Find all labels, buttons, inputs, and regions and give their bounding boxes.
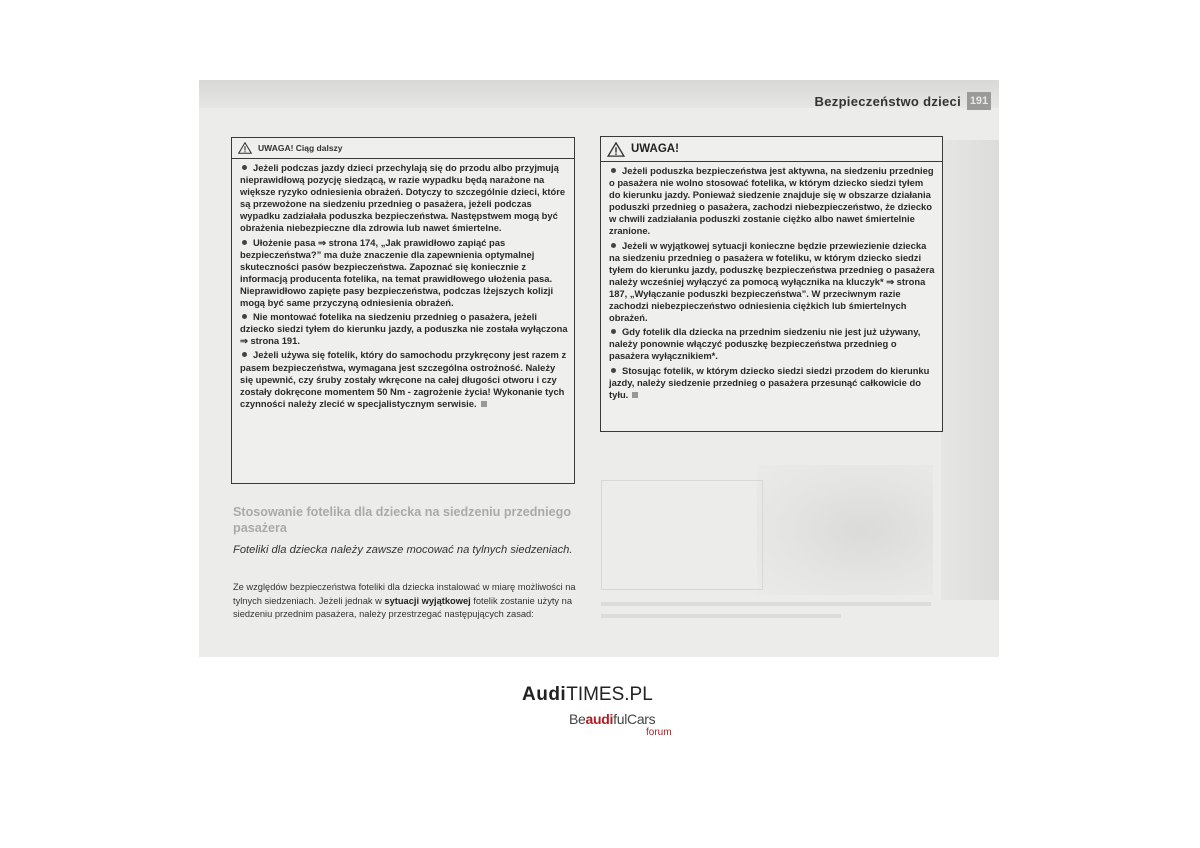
warning-box-continued [231, 137, 575, 484]
bullet-icon [242, 165, 247, 170]
logo-forum-text: forum [646, 727, 672, 738]
bullet-icon [242, 240, 247, 245]
warning-header [601, 137, 942, 162]
bullet-icon [242, 352, 247, 357]
bullet-icon [242, 314, 247, 319]
warning-item: Jeżeli poduszka bezpieczeństwa jest aktywna, na siedzeniu przednieg o pasażera nie wolno stosować fotelika, w którym dziecko siedzi tyłem do kierunku jazdy. Ponieważ siedzenie znajduje się w obszarze działania poduszki przednieg o pasażera, zachodzi niebezpieczeństwo, że dziecko w chwili zadziałania poduszki zostanie ciężko albo nawet śmiertelnie zranione. [609, 165, 934, 237]
bleed-through-box [601, 480, 763, 590]
page-number: 191 [967, 92, 991, 110]
logo-main-text: AudiTIMES.PL [522, 684, 653, 705]
bleed-through-panel [941, 140, 999, 600]
warning-item: Stosując fotelik, w którym dziecko siedzi siedzi przodem do kierunku jazdy, należy siedzenie przednieg o pasażera przesunąć całkowicie do tyłu. [609, 364, 930, 400]
warning-title: UWAGA! Ciąg dalszy [258, 143, 343, 153]
section-heading: Stosowanie fotelika dla dziecka na siedzeniu przedniego pasażera [233, 505, 572, 535]
warning-triangle-icon [607, 142, 625, 157]
bleed-through-photo [757, 465, 933, 595]
warning-title: UWAGA! [631, 143, 679, 155]
warning-item: Jeżeli używa się fotelik, który do samochodu przykręcony jest razem z pasem bezpieczeństwa, wymagana jest szczególna ostrożność. Należy się upewnić, czy śruby zostały wkręcone na całej długości otworu i czy zostały dokręcone momentem 50 Nm - zagrożenie życia! Wykonanie tych czynności należy zlecić w specjalistycznym serwisie. [240, 349, 567, 409]
warning-body [232, 159, 574, 410]
warning-body [601, 162, 942, 401]
warning-triangle-icon [238, 142, 252, 154]
warning-item: Jeżeli podczas jazdy dzieci przechylają się do przodu albo przyjmują nieprawidłową pozycję siedzącą, w razie wypadku będą narażone na większe ryzyko odniesienia obrażeń. Dotyczy to szczególnie dzieci, które są przewożone na siedzeniu przednieg o pasażera, jeżeli podczas wypadku zadziałała poduszka bezpieczeństwa. Następstwem mogą być obrażenia niebezpieczne dla zdrowia lub nawet śmiertelne. [240, 162, 566, 234]
bleed-through-line [601, 614, 841, 618]
warning-item: Gdy fotelik dla dziecka na przednim siedzeniu nie jest już używany, należy ponownie włączyć poduszkę bezpieczeństwa przednieg o pasażera wyłącznikiem*. [609, 326, 921, 362]
section-body: Ze względów bezpieczeństwa foteliki dla dziecka instalować w miarę możliwości na tylnych siedzeniach. Jeżeli jednak w sytuacji wyjątkowej fotelik zostanie użyty na siedzeniu przednim pasażera, należy przestrzegać następujących zasad: [233, 582, 576, 620]
warning-box [600, 136, 943, 432]
logo-sub-text: BeaudifulCars [569, 711, 656, 727]
warning-item: Ułożenie pasa ⇒ strona 174, „Jak prawidłowo zapiąć pas bezpieczeństwa?” ma duże znaczenie dla zapewnienia optymalnej skuteczności pasów bezpieczeństwa. Zapoznać się koniecznie z informacją producenta fotelika, na temat prawidłowego ułożenia pasa. Nieprawidłowo zapięte pasy bezpieczeństwa, podczas lżejszych kolizji mogą być same przyczyną odniesienia obrażeń. [240, 236, 554, 309]
audi-times-logo [522, 684, 692, 744]
bullet-icon [611, 168, 616, 173]
bullet-icon [611, 329, 616, 334]
section-lead: Foteliki dla dziecka należy zawsze mocować na tylnych siedzeniach. [233, 544, 573, 556]
bullet-icon [611, 368, 616, 373]
page-header-title: Bezpieczeństwo dzieci [814, 94, 961, 109]
warning-item: Jeżeli w wyjątkowej sytuacji konieczne będzie przewiezienie dziecka na siedzeniu przednieg o pasażera w foteliku, w którym dziecko siedzi tyłem do kierunku jazdy, poduszkę bezpieczeństwa przednieg o pasażera należy wcześniej wyłączyć za pomocą wyłącznika na kluczyk* ⇒ strona 187, „Wyłączanie poduszki bezpieczeństwa”. W przeciwnym razie zachodzi niebezpieczeństwo odniesienia ciężkich lub śmiertelnych obrażeń. [609, 239, 935, 324]
bullet-icon [611, 243, 616, 248]
warning-item: Nie montować fotelika na siedzeniu przednieg o pasażera, jeżeli dziecko siedzi tyłem do kierunku jazdy, a poduszka nie została wyłączona ⇒ strona 191. [240, 311, 568, 347]
warning-header [232, 138, 574, 159]
scanned-page [199, 80, 999, 657]
end-mark-icon [481, 401, 487, 407]
end-mark-icon [632, 392, 638, 398]
bleed-through-line [601, 602, 931, 606]
